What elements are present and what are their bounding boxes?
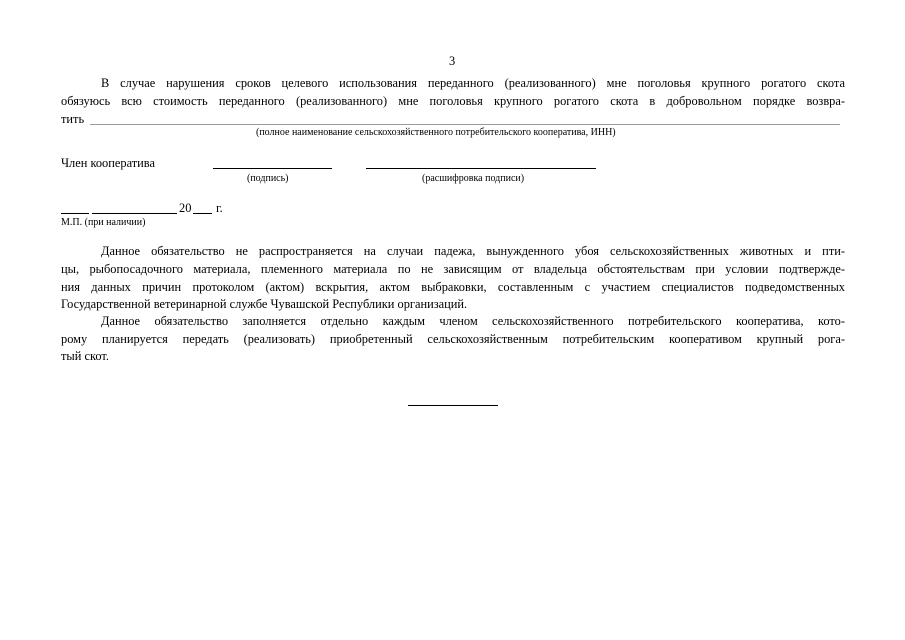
paragraph-1-line-3-prefix: тить xyxy=(61,112,85,126)
paragraph-1-line-1: В случае нарушения сроков целевого использования переданного (реализованного) мне поголовья крупного рогатого скота xyxy=(101,76,845,90)
closing-separator-line xyxy=(408,405,498,406)
paragraph-2-line-2: цы, рыбопосадочного материала, племенного материала по не зависящим от владельца обстоятельствам при условии подтвержде- xyxy=(61,262,845,276)
member-label: Член кооператива xyxy=(61,156,155,170)
paragraph-1-line-2: обязуюсь всю стоимость переданного (реализованного) мне поголовья крупного рогатого скота в добровольном порядке возвра- xyxy=(61,94,845,108)
paragraph-2-line-1: Данное обязательство не распространяется на случаи падежа, вынужденного убоя сельскохозяйственных животных и пти- xyxy=(101,244,845,258)
paragraph-2-line-3: ния данных причин протоколом (актом) вскрытия, актом выбраковки, составленным с участием специалистов подведомственных xyxy=(61,280,845,294)
cooperative-name-caption: (полное наименование сельскохозяйственного потребительского кооператива, ИНН) xyxy=(256,127,616,138)
signature-caption: (подпись) xyxy=(247,173,289,184)
paragraph-3-line-1: Данное обязательство заполняется отдельно каждым членом сельскохозяйственного потребительского кооператива, кото- xyxy=(101,314,845,328)
date-year-line xyxy=(193,213,212,214)
page-number: 3 xyxy=(449,54,456,68)
date-day-line xyxy=(61,213,89,214)
date-month-line xyxy=(92,213,177,214)
paragraph-3-line-2: рому планируется передать (реализовать) приобретенный сельскохозяйственным потребительским кооперативом крупный рога- xyxy=(61,332,845,346)
signature-decoding-caption: (расшифровка подписи) xyxy=(422,173,525,184)
paragraph-3-line-3: тый скот. xyxy=(61,349,109,363)
cooperative-name-field-line xyxy=(90,124,840,125)
date-year-prefix: 20 xyxy=(179,201,192,215)
stamp-label: М.П. (при наличии) xyxy=(61,217,146,228)
signature-line xyxy=(213,168,332,169)
paragraph-2-line-4: Государственной ветеринарной службе Чувашской Республики организаций. xyxy=(61,297,468,311)
date-year-suffix: г. xyxy=(216,201,223,215)
signature-decoding-line xyxy=(366,168,596,169)
